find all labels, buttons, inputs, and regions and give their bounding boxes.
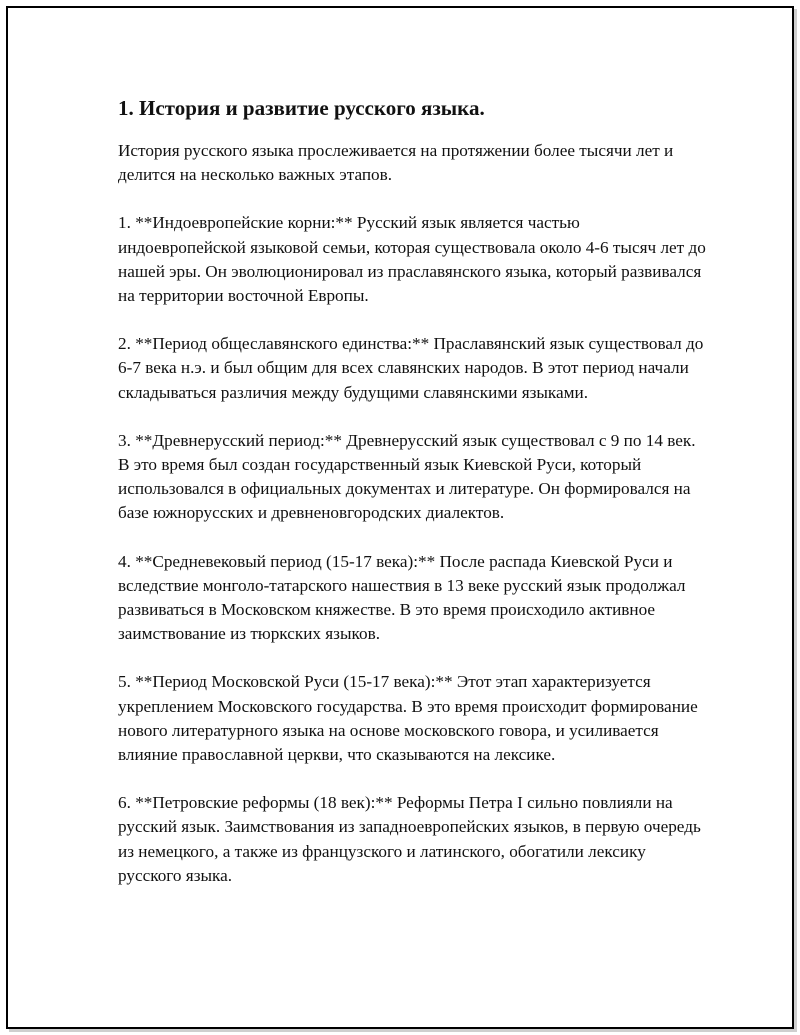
paragraph-indo-european-roots: 1. **Индоевропейские корни:** Русский язык является частью индоевропейской языковой семьи, которая существовала около 4-6 тысяч лет до нашей эры. Он эволюционировал из праславянского языка, который развивался на территории восточной Европы.	[118, 213, 706, 306]
paragraph-medieval-period: 4. **Средневековый период (15-17 века):** После распада Киевской Руси и вследствие монголо-татарского нашествия в 13 веке русский язык продолжал развиваться в Московском княжестве. В это время происходило активное заимствование из тюркских языков.	[118, 551, 686, 644]
document-body	[118, 94, 708, 912]
paragraph-petrine-reforms: 6. **Петровские реформы (18 век):** Реформы Петра I сильно повлияли на русский язык. Заимствования из западноевропейских языков, в первую очередь из немецкого, а также из французского и латинского, обогатили лексику русского языка.	[118, 793, 701, 885]
paragraph-old-russian-period: 3. **Древнерусский период:** Древнерусский язык существовал с 9 по 14 век. В это время был создан государственный язык Киевской Руси, который использовался в официальных документах и литературе. Он формировался на базе южнорусских и древненовгородских диалектов.	[118, 430, 696, 523]
document-heading: 1. История и развитие русского языка.	[118, 96, 485, 120]
paragraph-muscovite-rus-period: 5. **Период Московской Руси (15-17 века):** Этот этап характеризуется укреплением Московского государства. В это время происходит формирование нового литературного языка на основе московского говора, и усиливается влияние православной церкви, что сказываются на лексике.	[118, 672, 698, 765]
paragraph-intro: История русского языка прослеживается на протяжении более тысячи лет и делится на несколько важных этапов.	[118, 141, 674, 185]
document-page	[6, 6, 794, 1029]
paragraph-common-slavic-period: 2. **Период общеславянского единства:** Праславянский язык существовал до 6-7 века н.э. и был общим для всех славянских народов. В этот период начали складываться различия между будущими славянскими языками.	[118, 334, 704, 402]
